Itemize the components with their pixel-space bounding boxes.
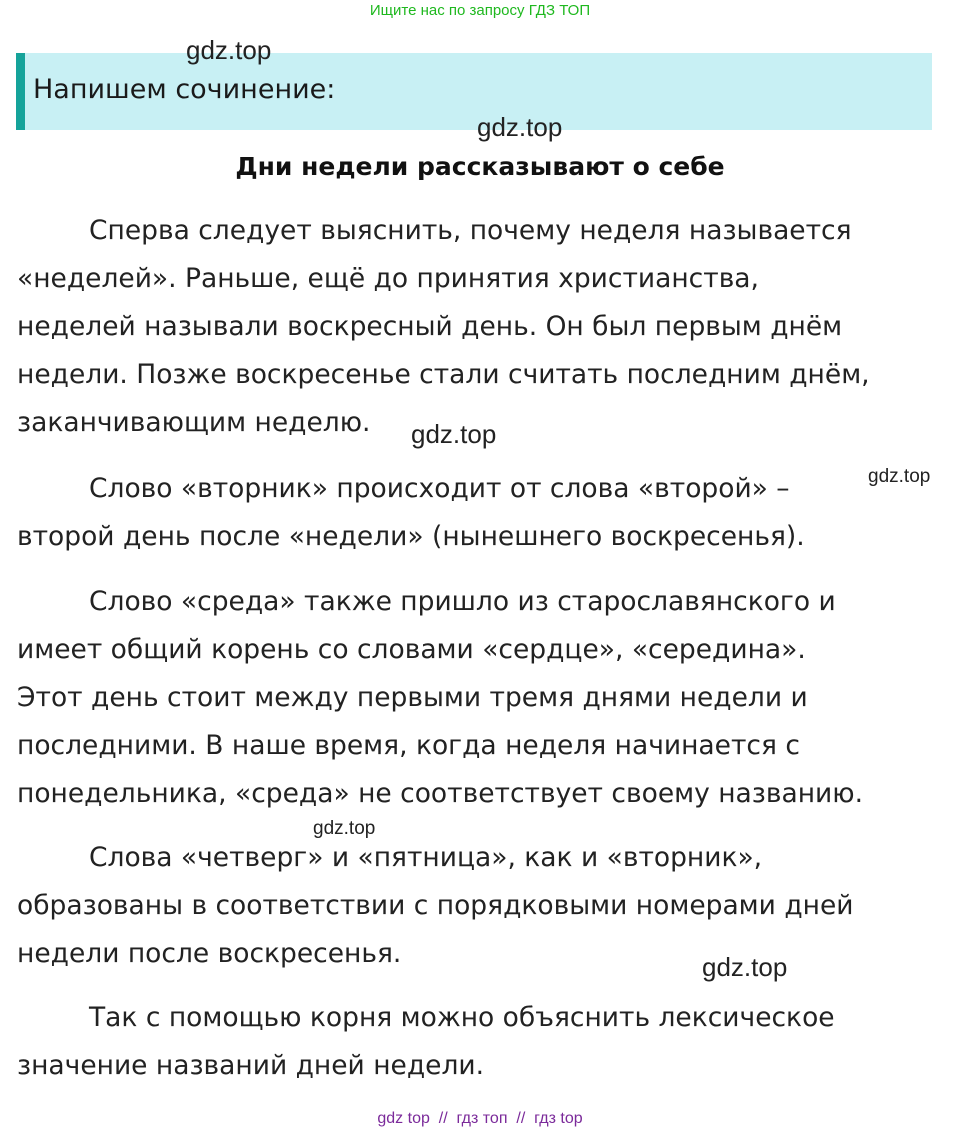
paragraph-1: Сперва следует выяснить, почему неделя называется «неделей». Раньше, ещё до принятия христианства, неделей называли воскресный день. Он был первым днём недели. Позже воскресенье стали считать последним днём, заканчивающим неделю. xyxy=(17,215,870,438)
paragraph-3: Слово «среда» также пришло из старославянского и имеет общий корень со словами «сердце», «середина». Этот день стоит между первыми тремя днями недели и последними. В наше время, когда неделя начинается с понедельника, «среда» не соответствует своему названию. xyxy=(17,586,864,809)
paragraph-2: Слово «вторник» происходит от слова «второй» – второй день после «недели» (нынешнего воскресенья). xyxy=(17,473,805,552)
footer-links: gdz top // гдз топ // гдз top xyxy=(377,1110,583,1127)
watermark: gdz.top xyxy=(313,818,376,839)
top-search-note: Ищите нас по запросу ГДЗ ТОП xyxy=(369,2,591,19)
banner-title: Напишем сочинение: xyxy=(33,74,336,105)
watermark: gdz.top xyxy=(411,419,497,449)
watermark: gdz.top xyxy=(868,466,931,487)
paragraph-4: Слова «четверг» и «пятница», как и «вторник», образованы в соответствии с порядковыми номерами дней недели после воскресенья. xyxy=(17,842,854,969)
watermark: gdz.top xyxy=(477,112,563,142)
watermark: gdz.top xyxy=(702,952,788,982)
watermark: gdz.top xyxy=(186,35,272,65)
paragraph-5: Так с помощью корня можно объяснить лексическое значение названий дней недели. xyxy=(17,1002,835,1081)
section-banner xyxy=(16,53,932,130)
essay-heading: Дни недели рассказывают о себе xyxy=(235,152,725,181)
